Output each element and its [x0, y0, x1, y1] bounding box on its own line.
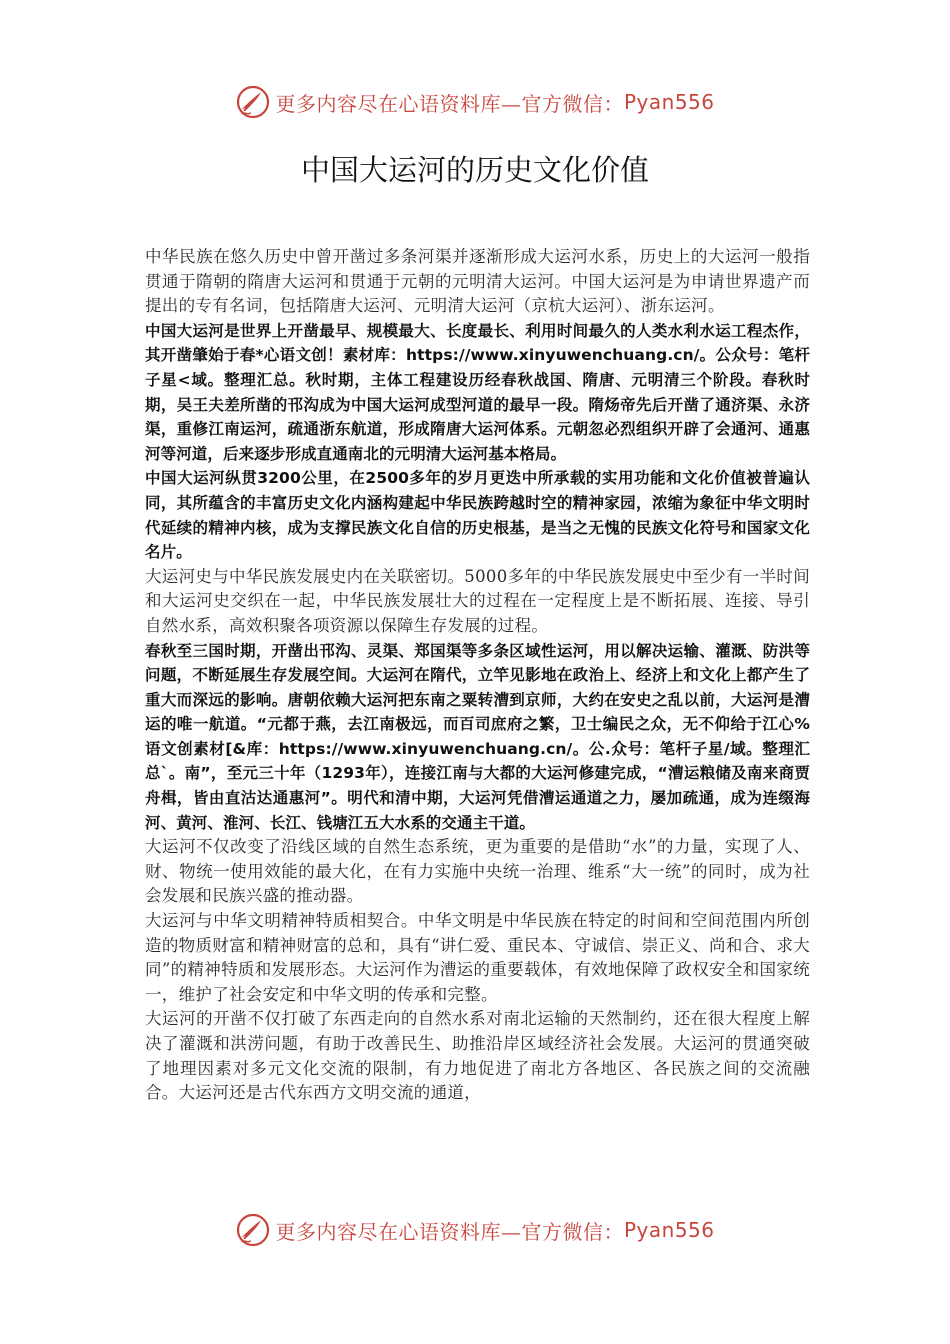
paragraph-4: 大运河史与中华民族发展史内在关联密切。5000多年的中华民族发展史中至少有一半时间和大运河史交织在一起，中华民族发展壮大的过程在一定程度上是不断拓展、连接、导引自然水系，高效积聚各项资源以保障生存发展的过程。 [145, 566, 810, 635]
banner-promo-text: 更多内容尽在心语资料库—官方微信： [275, 1219, 624, 1244]
banner-wechat-handle: Pyan556 [623, 90, 715, 114]
paragraph-1: 中华民族在悠久历史中曾开凿过多条河渠并逐渐形成大运河水系，历史上的大运河一般指贯通于隋朝的隋唐大运河和贯通于元朝的元明清大运河。中国大运河是为申请世界遗产而提出的专有名词，包括隋唐大运河、元明清大运河（京杭大运河）、浙东运河。 [145, 247, 810, 316]
document-title: 中国大运河的历史文化价值 [300, 153, 649, 187]
footer-watermark-banner [0, 1208, 950, 1252]
header-watermark-banner [0, 80, 950, 124]
paragraph-7: 大运河与中华文明精神特质相契合。中华文明是中华民族在特定的时间和空间范围内所创造的物质财富和精神财富的总和，具有“讲仁爱、重民本、守诚信、崇正义、尚和合、求大同”的精神特质和发展形态。大运河作为漕运的重要载体，有效地保障了政权安全和国家统一，维护了社会安定和中华文明的传承和完整。 [145, 911, 810, 1004]
paragraph-8: 大运河的开凿不仅打破了东西走向的自然水系对南北运输的天然制约，还在很大程度上解决了灌溉和洪涝问题，有助于改善民生、助推沿岸区域经济社会发展。大运河的贯通突破了地理因素对多元文化交流的限制，有力地促进了南北方各地区、各民族之间的交流融合。大运河还是古代东西方文明交流的通道， [145, 1009, 810, 1103]
paragraph-6: 大运河不仅改变了沿线区域的自然生态系统，更为重要的是借助“水”的力量，实现了人、财、物统一使用效能的最大化，在有力实施中央统一治理、维系“大一统”的同时，成为社会发展和民族兴盛的推动器。 [145, 837, 810, 906]
document-body [145, 245, 810, 1106]
paragraph-2: 中国大运河是世界上开凿最早、规模最大、长度最长、利用时间最久的人类水利水运工程杰作，其开凿肇始于春*心语文创！素材库：https://www.xinyuwenchuang.cn/。公众号：笔杆子星<域。整理汇总。秋时期，主体工程建设历经春秋战国、隋唐、元明清三个阶段。春秋时期，吴王夫差所凿的邗沟成为中国大运河成型河道的最早一段。隋炀帝先后开凿了通济渠、永济渠，重修江南运河，疏通浙东航道，形成隋唐大运河体系。元朝忽必烈组织开辟了会通河、通惠河等河道，后来逐步形成直通南北的元明清大运河基本格局。 [145, 321, 810, 463]
quill-pen-logo-icon [235, 1212, 271, 1248]
paragraph-3: 中国大运河纵贯3200公里，在2500多年的岁月更迭中所承载的实用功能和文化价值被普遍认同，其所蕴含的丰富历史文化内涵构建起中华民族跨越时空的精神家园，浓缩为象征中华文明时代延续的精神内核，成为支撑民族文化自信的历史根基，是当之无愧的民族文化符号和国家文化名片。 [145, 469, 810, 562]
quill-pen-logo-icon [235, 84, 271, 120]
banner-wechat-handle: Pyan556 [623, 1218, 715, 1242]
paragraph-5: 春秋至三国时期，开凿出邗沟、灵渠、郑国渠等多条区域性运河，用以解决运输、灌溉、防洪等问题，不断延展生存发展空间。大运河在隋代，立竿见影地在政治上、经济上和文化上都产生了重大而深远的影响。唐朝依赖大运河把东南之粟转漕到京师，大约在安史之乱以前，大运河是漕运的唯一航道。“元都于燕，去江南极远，而百司庶府之繁，卫士编民之众，无不仰给于江心%语文创素材[&库：https://www.xinyuwenchuang.cn/。公.众号：笔杆子星/域。整理汇总`。南”，至元三十年（1293年），连接江南与大都的大运河修建完成，“漕运粮储及南来商贾舟楫，皆由直沽达通惠河”。明代和清中期，大运河凭借漕运通道之力，屡加疏通，成为连缀海河、黄河、淮河、长江、钱塘江五大水系的交通主干道。 [145, 641, 810, 832]
banner-promo-text: 更多内容尽在心语资料库—官方微信： [275, 91, 624, 116]
